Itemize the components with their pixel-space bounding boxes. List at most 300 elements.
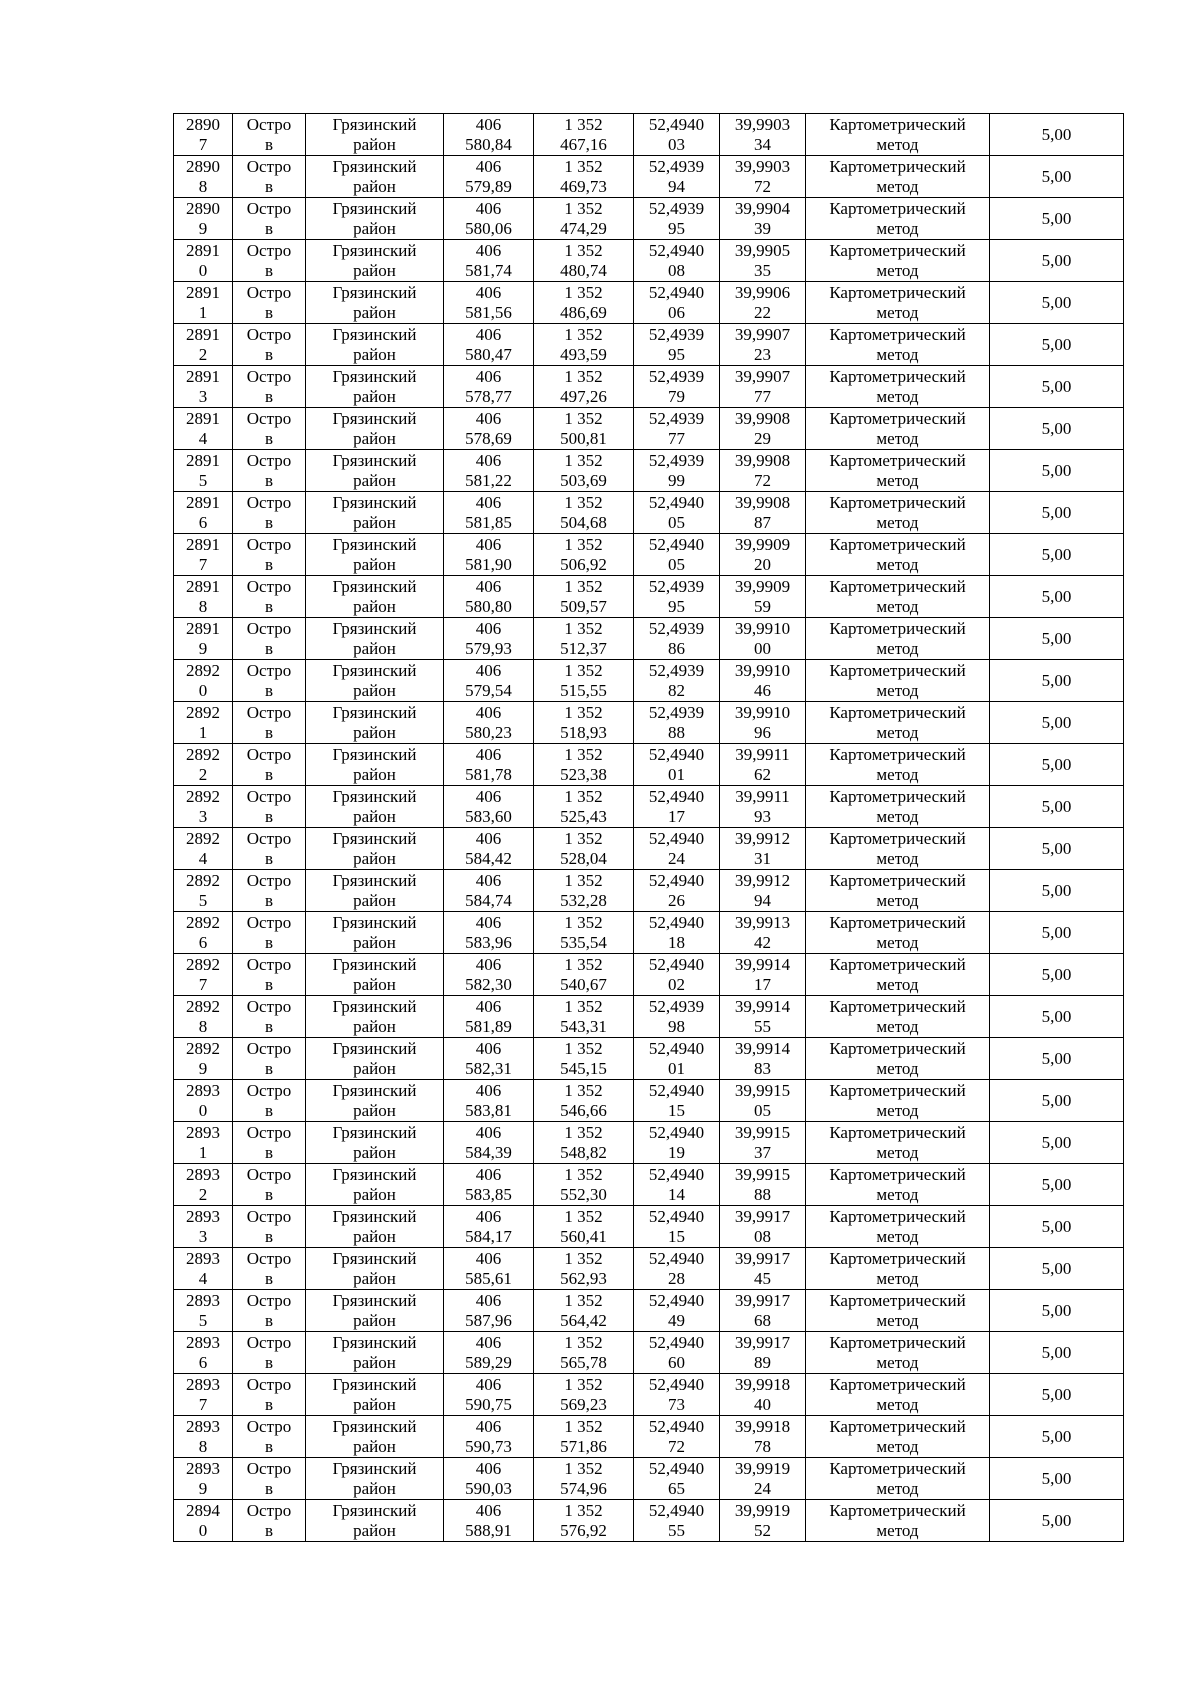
coord-y-text: 548,82	[560, 1142, 607, 1162]
coord-y-cell	[534, 114, 634, 156]
accuracy-text: 5,00	[1041, 418, 1072, 438]
longitude-text: 52	[754, 1520, 771, 1540]
longitude-cell	[720, 1500, 806, 1542]
table-row	[174, 366, 1124, 408]
feature-type-text: Остро	[246, 744, 292, 764]
latitude-cell	[634, 954, 720, 996]
longitude-text: 39,9905	[734, 240, 791, 260]
coord-x-text: 406	[475, 1080, 502, 1100]
district-text: Грязинский	[332, 534, 417, 554]
longitude-text: 00	[754, 638, 771, 658]
coord-y-text: 1 352	[564, 114, 603, 134]
coord-y-cell	[534, 1500, 634, 1542]
longitude-cell	[720, 954, 806, 996]
coord-y-text: 500,81	[560, 428, 607, 448]
point-number-text: 7	[198, 1394, 208, 1414]
coord-x-text: 580,80	[465, 596, 512, 616]
coord-y-text: 493,59	[560, 344, 607, 364]
point-number-text: 4	[198, 428, 208, 448]
longitude-text: 78	[754, 1436, 771, 1456]
feature-type-text: в	[264, 1184, 274, 1204]
accuracy-cell	[990, 198, 1124, 240]
coord-y-text: 1 352	[564, 1122, 603, 1142]
coord-x-text: 584,17	[465, 1226, 512, 1246]
accuracy-text: 5,00	[1041, 1174, 1072, 1194]
method-text: метод	[876, 1394, 919, 1414]
longitude-cell	[720, 114, 806, 156]
coord-y-text: 467,16	[560, 134, 607, 154]
district-text: Грязинский	[332, 1248, 417, 1268]
district-cell	[306, 1290, 444, 1332]
coord-x-text: 406	[475, 576, 502, 596]
feature-type-text: Остро	[246, 408, 292, 428]
feature-type-text: Остро	[246, 996, 292, 1016]
latitude-text: 15	[668, 1100, 685, 1120]
latitude-text: 52,4939	[648, 450, 705, 470]
longitude-cell	[720, 1416, 806, 1458]
latitude-cell	[634, 114, 720, 156]
coord-y-text: 562,93	[560, 1268, 607, 1288]
longitude-text: 29	[754, 428, 771, 448]
coord-x-text: 581,74	[465, 260, 512, 280]
point-number-cell	[174, 1500, 233, 1542]
feature-type-text: в	[264, 1268, 274, 1288]
district-text: район	[353, 680, 396, 700]
district-cell	[306, 1122, 444, 1164]
method-cell	[806, 954, 990, 996]
coord-x-cell	[444, 996, 534, 1038]
latitude-text: 52,4940	[648, 1290, 705, 1310]
longitude-text: 72	[754, 176, 771, 196]
coord-x-cell	[444, 1080, 534, 1122]
district-cell	[306, 954, 444, 996]
district-cell	[306, 1416, 444, 1458]
coord-x-text: 584,39	[465, 1142, 512, 1162]
longitude-text: 89	[754, 1352, 771, 1372]
accuracy-text: 5,00	[1041, 964, 1072, 984]
coord-y-cell	[534, 408, 634, 450]
accuracy-cell	[990, 1080, 1124, 1122]
accuracy-cell	[990, 450, 1124, 492]
method-text: Картометрический	[829, 450, 966, 470]
method-cell	[806, 660, 990, 702]
longitude-text: 39,9912	[734, 870, 791, 890]
latitude-text: 52,4940	[648, 492, 705, 512]
point-number-text: 2891	[186, 576, 220, 596]
coord-y-cell	[534, 534, 634, 576]
feature-type-text: в	[264, 1142, 274, 1162]
feature-type-cell	[233, 366, 306, 408]
method-text: метод	[876, 806, 919, 826]
feature-type-cell	[233, 114, 306, 156]
district-text: Грязинский	[332, 618, 417, 638]
point-number-text: 6	[198, 932, 208, 952]
point-number-cell	[174, 450, 233, 492]
point-number-cell	[174, 366, 233, 408]
coord-y-text: 480,74	[560, 260, 607, 280]
coord-y-cell	[534, 450, 634, 492]
coord-y-cell	[534, 576, 634, 618]
point-number-text: 2893	[186, 1080, 220, 1100]
feature-type-cell	[233, 1458, 306, 1500]
district-cell	[306, 1164, 444, 1206]
feature-type-text: Остро	[246, 1374, 292, 1394]
method-text: метод	[876, 974, 919, 994]
longitude-text: 40	[754, 1394, 771, 1414]
method-text: Картометрический	[829, 1248, 966, 1268]
point-number-text: 2891	[186, 450, 220, 470]
table-row	[174, 1500, 1124, 1542]
coord-x-text: 406	[475, 954, 502, 974]
method-cell	[806, 198, 990, 240]
coord-y-cell	[534, 366, 634, 408]
coord-x-text: 578,77	[465, 386, 512, 406]
district-text: район	[353, 554, 396, 574]
longitude-text: 39,9918	[734, 1416, 791, 1436]
coord-x-text: 583,85	[465, 1184, 512, 1204]
feature-type-text: Остро	[246, 702, 292, 722]
district-text: район	[353, 806, 396, 826]
longitude-text: 39,9911	[735, 786, 790, 806]
latitude-cell	[634, 702, 720, 744]
feature-type-cell	[233, 534, 306, 576]
point-number-cell	[174, 408, 233, 450]
latitude-text: 17	[668, 806, 685, 826]
coord-y-text: 1 352	[564, 702, 603, 722]
latitude-cell	[634, 534, 720, 576]
latitude-text: 55	[668, 1520, 685, 1540]
feature-type-cell	[233, 954, 306, 996]
method-text: метод	[876, 638, 919, 658]
longitude-text: 39,9911	[735, 744, 790, 764]
accuracy-cell	[990, 1458, 1124, 1500]
longitude-text: 39,9915	[734, 1164, 791, 1184]
longitude-text: 39	[754, 218, 771, 238]
point-number-cell	[174, 954, 233, 996]
longitude-text: 39,9910	[734, 618, 791, 638]
latitude-text: 19	[668, 1142, 685, 1162]
coord-x-text: 406	[475, 114, 502, 134]
longitude-text: 39,9907	[734, 366, 791, 386]
table-row	[174, 1458, 1124, 1500]
district-text: Грязинский	[332, 324, 417, 344]
point-number-text: 2892	[186, 786, 220, 806]
method-text: метод	[876, 596, 919, 616]
district-text: Грязинский	[332, 1416, 417, 1436]
point-number-text: 1	[198, 722, 208, 742]
coord-x-cell	[444, 534, 534, 576]
district-text: Грязинский	[332, 408, 417, 428]
latitude-text: 08	[668, 260, 685, 280]
coord-x-text: 579,54	[465, 680, 512, 700]
point-number-cell	[174, 534, 233, 576]
point-number-text: 3	[198, 1226, 208, 1246]
accuracy-text: 5,00	[1041, 838, 1072, 858]
district-text: Грязинский	[332, 576, 417, 596]
method-text: Картометрический	[829, 744, 966, 764]
point-number-cell	[174, 1206, 233, 1248]
coord-y-text: 474,29	[560, 218, 607, 238]
district-text: район	[353, 1226, 396, 1246]
method-cell	[806, 1122, 990, 1164]
coord-y-cell	[534, 1122, 634, 1164]
district-text: район	[353, 302, 396, 322]
coord-y-text: 523,38	[560, 764, 607, 784]
method-text: Картометрический	[829, 660, 966, 680]
latitude-text: 52,4939	[648, 996, 705, 1016]
accuracy-text: 5,00	[1041, 670, 1072, 690]
longitude-cell	[720, 1164, 806, 1206]
longitude-text: 39,9907	[734, 324, 791, 344]
method-text: Картометрический	[829, 114, 966, 134]
latitude-cell	[634, 1038, 720, 1080]
latitude-text: 52,4940	[648, 912, 705, 932]
longitude-cell	[720, 870, 806, 912]
point-number-text: 2893	[186, 1248, 220, 1268]
latitude-cell	[634, 786, 720, 828]
table-row	[174, 408, 1124, 450]
method-text: метод	[876, 218, 919, 238]
coord-y-text: 1 352	[564, 660, 603, 680]
coord-y-text: 1 352	[564, 912, 603, 932]
latitude-cell	[634, 1332, 720, 1374]
method-text: метод	[876, 512, 919, 532]
coord-y-text: 545,15	[560, 1058, 607, 1078]
latitude-cell	[634, 1290, 720, 1332]
table-row	[174, 1164, 1124, 1206]
coord-x-text: 584,42	[465, 848, 512, 868]
district-cell	[306, 618, 444, 660]
district-text: Грязинский	[332, 1290, 417, 1310]
feature-type-text: Остро	[246, 450, 292, 470]
method-cell	[806, 1458, 990, 1500]
coord-x-text: 406	[475, 1458, 502, 1478]
district-text: район	[353, 764, 396, 784]
method-text: метод	[876, 722, 919, 742]
accuracy-cell	[990, 618, 1124, 660]
coord-x-text: 581,85	[465, 512, 512, 532]
method-cell	[806, 534, 990, 576]
coord-x-text: 588,91	[465, 1520, 512, 1540]
latitude-text: 01	[668, 764, 685, 784]
point-number-text: 2893	[186, 1122, 220, 1142]
coord-y-text: 1 352	[564, 450, 603, 470]
district-text: Грязинский	[332, 744, 417, 764]
district-text: Грязинский	[332, 1374, 417, 1394]
longitude-text: 55	[754, 1016, 771, 1036]
latitude-cell	[634, 1164, 720, 1206]
longitude-text: 39,9917	[734, 1290, 791, 1310]
point-number-text: 9	[198, 638, 208, 658]
coord-x-text: 590,73	[465, 1436, 512, 1456]
latitude-text: 52,4940	[648, 1206, 705, 1226]
latitude-text: 52,4939	[648, 408, 705, 428]
feature-type-text: Остро	[246, 1290, 292, 1310]
table-row	[174, 114, 1124, 156]
coord-y-text: 1 352	[564, 156, 603, 176]
method-cell	[806, 450, 990, 492]
point-number-text: 2893	[186, 1206, 220, 1226]
feature-type-text: Остро	[246, 1332, 292, 1352]
district-text: район	[353, 638, 396, 658]
accuracy-text: 5,00	[1041, 1300, 1072, 1320]
latitude-text: 49	[668, 1310, 685, 1330]
point-number-text: 2892	[186, 744, 220, 764]
feature-type-cell	[233, 912, 306, 954]
feature-type-text: в	[264, 428, 274, 448]
coord-x-cell	[444, 1164, 534, 1206]
latitude-cell	[634, 240, 720, 282]
district-text: Грязинский	[332, 954, 417, 974]
method-text: Картометрический	[829, 366, 966, 386]
method-cell	[806, 282, 990, 324]
district-cell	[306, 828, 444, 870]
feature-type-cell	[233, 324, 306, 366]
point-number-text: 2893	[186, 1164, 220, 1184]
method-cell	[806, 1416, 990, 1458]
table-row	[174, 828, 1124, 870]
longitude-cell	[720, 702, 806, 744]
coord-x-text: 585,61	[465, 1268, 512, 1288]
point-number-text: 4	[198, 1268, 208, 1288]
method-text: Картометрический	[829, 912, 966, 932]
coord-x-text: 406	[475, 744, 502, 764]
latitude-text: 52,4940	[648, 1080, 705, 1100]
coord-y-text: 1 352	[564, 1500, 603, 1520]
district-text: район	[353, 218, 396, 238]
point-number-text: 7	[198, 134, 208, 154]
longitude-text: 39,9904	[734, 198, 791, 218]
point-number-cell	[174, 828, 233, 870]
district-cell	[306, 1080, 444, 1122]
district-cell	[306, 660, 444, 702]
coord-x-text: 581,56	[465, 302, 512, 322]
coord-x-text: 583,60	[465, 806, 512, 826]
longitude-text: 39,9914	[734, 1038, 791, 1058]
feature-type-text: Остро	[246, 870, 292, 890]
district-cell	[306, 240, 444, 282]
longitude-text: 39,9915	[734, 1122, 791, 1142]
coord-x-text: 406	[475, 1500, 502, 1520]
coord-y-text: 509,57	[560, 596, 607, 616]
accuracy-text: 5,00	[1041, 292, 1072, 312]
district-text: Грязинский	[332, 1500, 417, 1520]
district-text: район	[353, 848, 396, 868]
point-number-cell	[174, 240, 233, 282]
district-text: район	[353, 1016, 396, 1036]
coord-x-cell	[444, 828, 534, 870]
longitude-cell	[720, 282, 806, 324]
latitude-text: 52,4940	[648, 828, 705, 848]
feature-type-text: в	[264, 386, 274, 406]
coord-y-text: 1 352	[564, 954, 603, 974]
point-number-cell	[174, 1038, 233, 1080]
coord-x-text: 581,22	[465, 470, 512, 490]
accuracy-text: 5,00	[1041, 208, 1072, 228]
method-text: Картометрический	[829, 1206, 966, 1226]
point-number-cell	[174, 282, 233, 324]
feature-type-text: Остро	[246, 282, 292, 302]
latitude-text: 52,4940	[648, 1500, 705, 1520]
point-number-text: 2891	[186, 534, 220, 554]
district-cell	[306, 576, 444, 618]
coord-x-cell	[444, 156, 534, 198]
point-number-text: 6	[198, 1352, 208, 1372]
latitude-text: 28	[668, 1268, 685, 1288]
district-text: Грязинский	[332, 156, 417, 176]
coord-y-text: 569,23	[560, 1394, 607, 1414]
coord-x-text: 406	[475, 996, 502, 1016]
coord-y-text: 1 352	[564, 1038, 603, 1058]
longitude-text: 96	[754, 722, 771, 742]
coord-y-cell	[534, 1290, 634, 1332]
method-text: Картометрический	[829, 282, 966, 302]
point-number-text: 1	[198, 302, 208, 322]
table-row	[174, 1290, 1124, 1332]
method-text: метод	[876, 764, 919, 784]
longitude-text: 31	[754, 848, 771, 868]
point-number-text: 8	[198, 1016, 208, 1036]
coord-y-cell	[534, 996, 634, 1038]
table-row	[174, 996, 1124, 1038]
method-text: Картометрический	[829, 576, 966, 596]
feature-type-text: Остро	[246, 492, 292, 512]
latitude-cell	[634, 618, 720, 660]
longitude-cell	[720, 492, 806, 534]
method-cell	[806, 408, 990, 450]
accuracy-cell	[990, 366, 1124, 408]
latitude-text: 52,4940	[648, 1458, 705, 1478]
method-text: Картометрический	[829, 870, 966, 890]
method-text: Картометрический	[829, 1164, 966, 1184]
table-body	[174, 114, 1124, 1542]
coord-y-text: 564,42	[560, 1310, 607, 1330]
point-number-cell	[174, 912, 233, 954]
latitude-text: 52,4940	[648, 1038, 705, 1058]
accuracy-text: 5,00	[1041, 796, 1072, 816]
point-number-cell	[174, 324, 233, 366]
accuracy-cell	[990, 156, 1124, 198]
district-text: район	[353, 1268, 396, 1288]
point-number-text: 0	[198, 260, 208, 280]
coord-y-text: 543,31	[560, 1016, 607, 1036]
feature-type-cell	[233, 1206, 306, 1248]
method-text: Картометрический	[829, 828, 966, 848]
table-row	[174, 702, 1124, 744]
method-cell	[806, 240, 990, 282]
point-number-text: 4	[198, 848, 208, 868]
accuracy-cell	[990, 744, 1124, 786]
latitude-text: 14	[668, 1184, 685, 1204]
longitude-text: 39,9908	[734, 450, 791, 470]
latitude-cell	[634, 324, 720, 366]
coord-y-cell	[534, 198, 634, 240]
feature-type-cell	[233, 870, 306, 912]
coord-y-text: 571,86	[560, 1436, 607, 1456]
latitude-text: 52,4940	[648, 1164, 705, 1184]
accuracy-text: 5,00	[1041, 166, 1072, 186]
feature-type-text: Остро	[246, 534, 292, 554]
district-text: район	[353, 1520, 396, 1540]
coord-x-text: 406	[475, 492, 502, 512]
coord-y-text: 1 352	[564, 1416, 603, 1436]
coord-y-cell	[534, 1374, 634, 1416]
method-text: Картометрический	[829, 1458, 966, 1478]
point-number-text: 2891	[186, 618, 220, 638]
method-text: метод	[876, 1142, 919, 1162]
district-cell	[306, 744, 444, 786]
feature-type-cell	[233, 744, 306, 786]
